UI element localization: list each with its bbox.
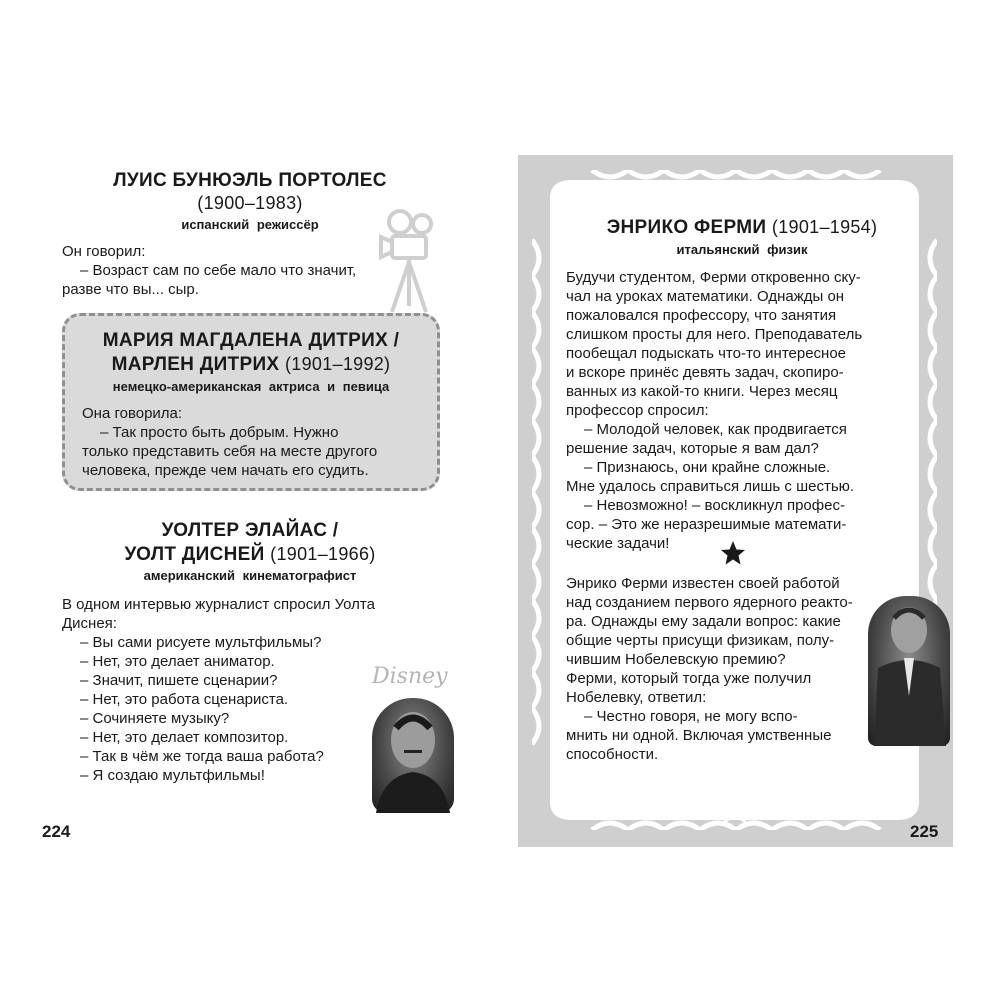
disney-portrait: [372, 698, 454, 813]
dietrich-name-line2: [62, 353, 440, 376]
bunuel-line: разве что вы... сыр.: [62, 281, 199, 298]
dietrich-line: Она говорила:: [82, 405, 183, 422]
dietrich-line: только представить себя на месте другого: [82, 443, 378, 460]
fermi-line: – Признаюсь, они крайне сложные.: [584, 459, 831, 476]
person-silhouette-icon: [372, 698, 454, 813]
fermi-line: решение задач, которые я вам дал?: [566, 440, 819, 457]
fermi-line: пообещал подыскать что-то интересное: [566, 345, 847, 362]
fermi-line: чившим Нобелевскую премию?: [566, 651, 786, 668]
fermi-name-line: [532, 216, 952, 239]
person-silhouette-icon: [868, 596, 950, 746]
dietrich-quote: [82, 404, 432, 480]
fermi-line: ра. Однажды ему задали вопрос: какие: [566, 613, 841, 630]
fermi-line: – Невозможно! – воскликнул профес-: [584, 497, 845, 514]
fermi-line: способности.: [566, 746, 659, 763]
fermi-line: Энрико Ферми известен своей работой: [566, 575, 840, 592]
fermi-line: Мне удалось справиться лишь с шестью.: [566, 478, 855, 495]
bunuel-line: – Возраст сам по себе мало что значит,: [80, 262, 357, 279]
fermi-line: – Молодой человек, как продвигается: [584, 421, 847, 438]
disney-line: Диснея:: [62, 615, 117, 632]
star-divider-icon: [720, 540, 746, 566]
fermi-line: профессор спросил:: [566, 402, 709, 419]
disney-name: УОЛТ ДИСНЕЙ: [124, 544, 265, 565]
disney-line: – Значит, пишете сценарии?: [80, 672, 278, 689]
fermi-portrait: [868, 596, 950, 746]
dietrich-line: – Так просто быть добрым. Нужно: [100, 424, 339, 441]
dietrich-years: (1901–1992): [284, 354, 391, 374]
disney-line: – Нет, это делает аниматор.: [80, 653, 275, 670]
fermi-story-1: [566, 268, 938, 553]
fermi-line: Нобелевку, ответил:: [566, 689, 707, 706]
fermi-line: общие черты присущи физикам, полу-: [566, 632, 835, 649]
bunuel-line: Он говорил:: [62, 243, 146, 260]
fermi-years: (1901–1954): [771, 217, 878, 237]
disney-line: – Сочиняете музыку?: [80, 710, 230, 727]
fermi-line: сор. – Это же неразрешимые математи-: [566, 516, 847, 533]
fermi-line: и вскоре принёс девять задач, скопиро-: [566, 364, 844, 381]
dietrich-name: МАРЛЕН ДИТРИХ: [111, 354, 280, 375]
fermi-line: ческие задачи!: [566, 535, 670, 552]
disney-role: американский кинематографист: [143, 568, 357, 583]
bunuel-quote: [62, 242, 442, 299]
dietrich-line: человека, прежде чем начать его судить.: [82, 462, 369, 479]
fermi-line: – Честно говоря, не могу вспо-: [584, 708, 798, 725]
disney-name-line2: [60, 543, 440, 566]
fermi-line: Ферми, который тогда уже получил: [566, 670, 812, 687]
page-number-right: 225: [910, 822, 939, 841]
fermi-name: ЭНРИКО ФЕРМИ: [606, 217, 767, 238]
disney-line: – Нет, это работа сценариста.: [80, 691, 289, 708]
bunuel-name: ЛУИС БУНЮЭЛЬ ПОРТОЛЕС: [113, 170, 387, 191]
fermi-line: чал на уроках математики. Однажды он: [566, 288, 845, 305]
disney-line: – Так в чём же тогда ваша работа?: [80, 748, 324, 765]
fermi-line: слишком просты для него. Преподаватель: [566, 326, 863, 343]
fermi-role: итальянский физик: [676, 242, 808, 257]
fermi-line: ванных из какой-то книги. Через месяц: [566, 383, 838, 400]
disney-signature: Disney: [372, 664, 448, 689]
disney-line: – Нет, это делает композитор.: [80, 729, 289, 746]
fermi-line: мнить ни одной. Включая умственные: [566, 727, 832, 744]
dietrich-name-line1: МАРИЯ МАГДАЛЕНА ДИТРИХ /: [102, 330, 400, 351]
disney-line: – Я создаю мультфильмы!: [80, 767, 265, 784]
disney-name-line1: УОЛТЕР ЭЛАЙАС /: [161, 520, 339, 541]
disney-line: В одном интервью журналист спросил Уолта: [62, 596, 375, 613]
page-number-left: 224: [42, 822, 71, 841]
dietrich-role: немецко-американская актриса и певица: [112, 379, 390, 394]
fermi-line: над созданием первого ядерного реакто-: [566, 594, 853, 611]
bunuel-role: испанский режиссёр: [181, 217, 319, 232]
bunuel-years: (1900–1983): [197, 193, 303, 213]
fermi-line: Будучи студентом, Ферми откровенно ску-: [566, 269, 861, 286]
disney-years: (1901–1966): [270, 544, 376, 564]
fermi-line: пожаловался профессору, что занятия: [566, 307, 837, 324]
star-outline-icon: [718, 790, 752, 824]
disney-line: – Вы сами рисуете мультфильмы?: [80, 634, 322, 651]
